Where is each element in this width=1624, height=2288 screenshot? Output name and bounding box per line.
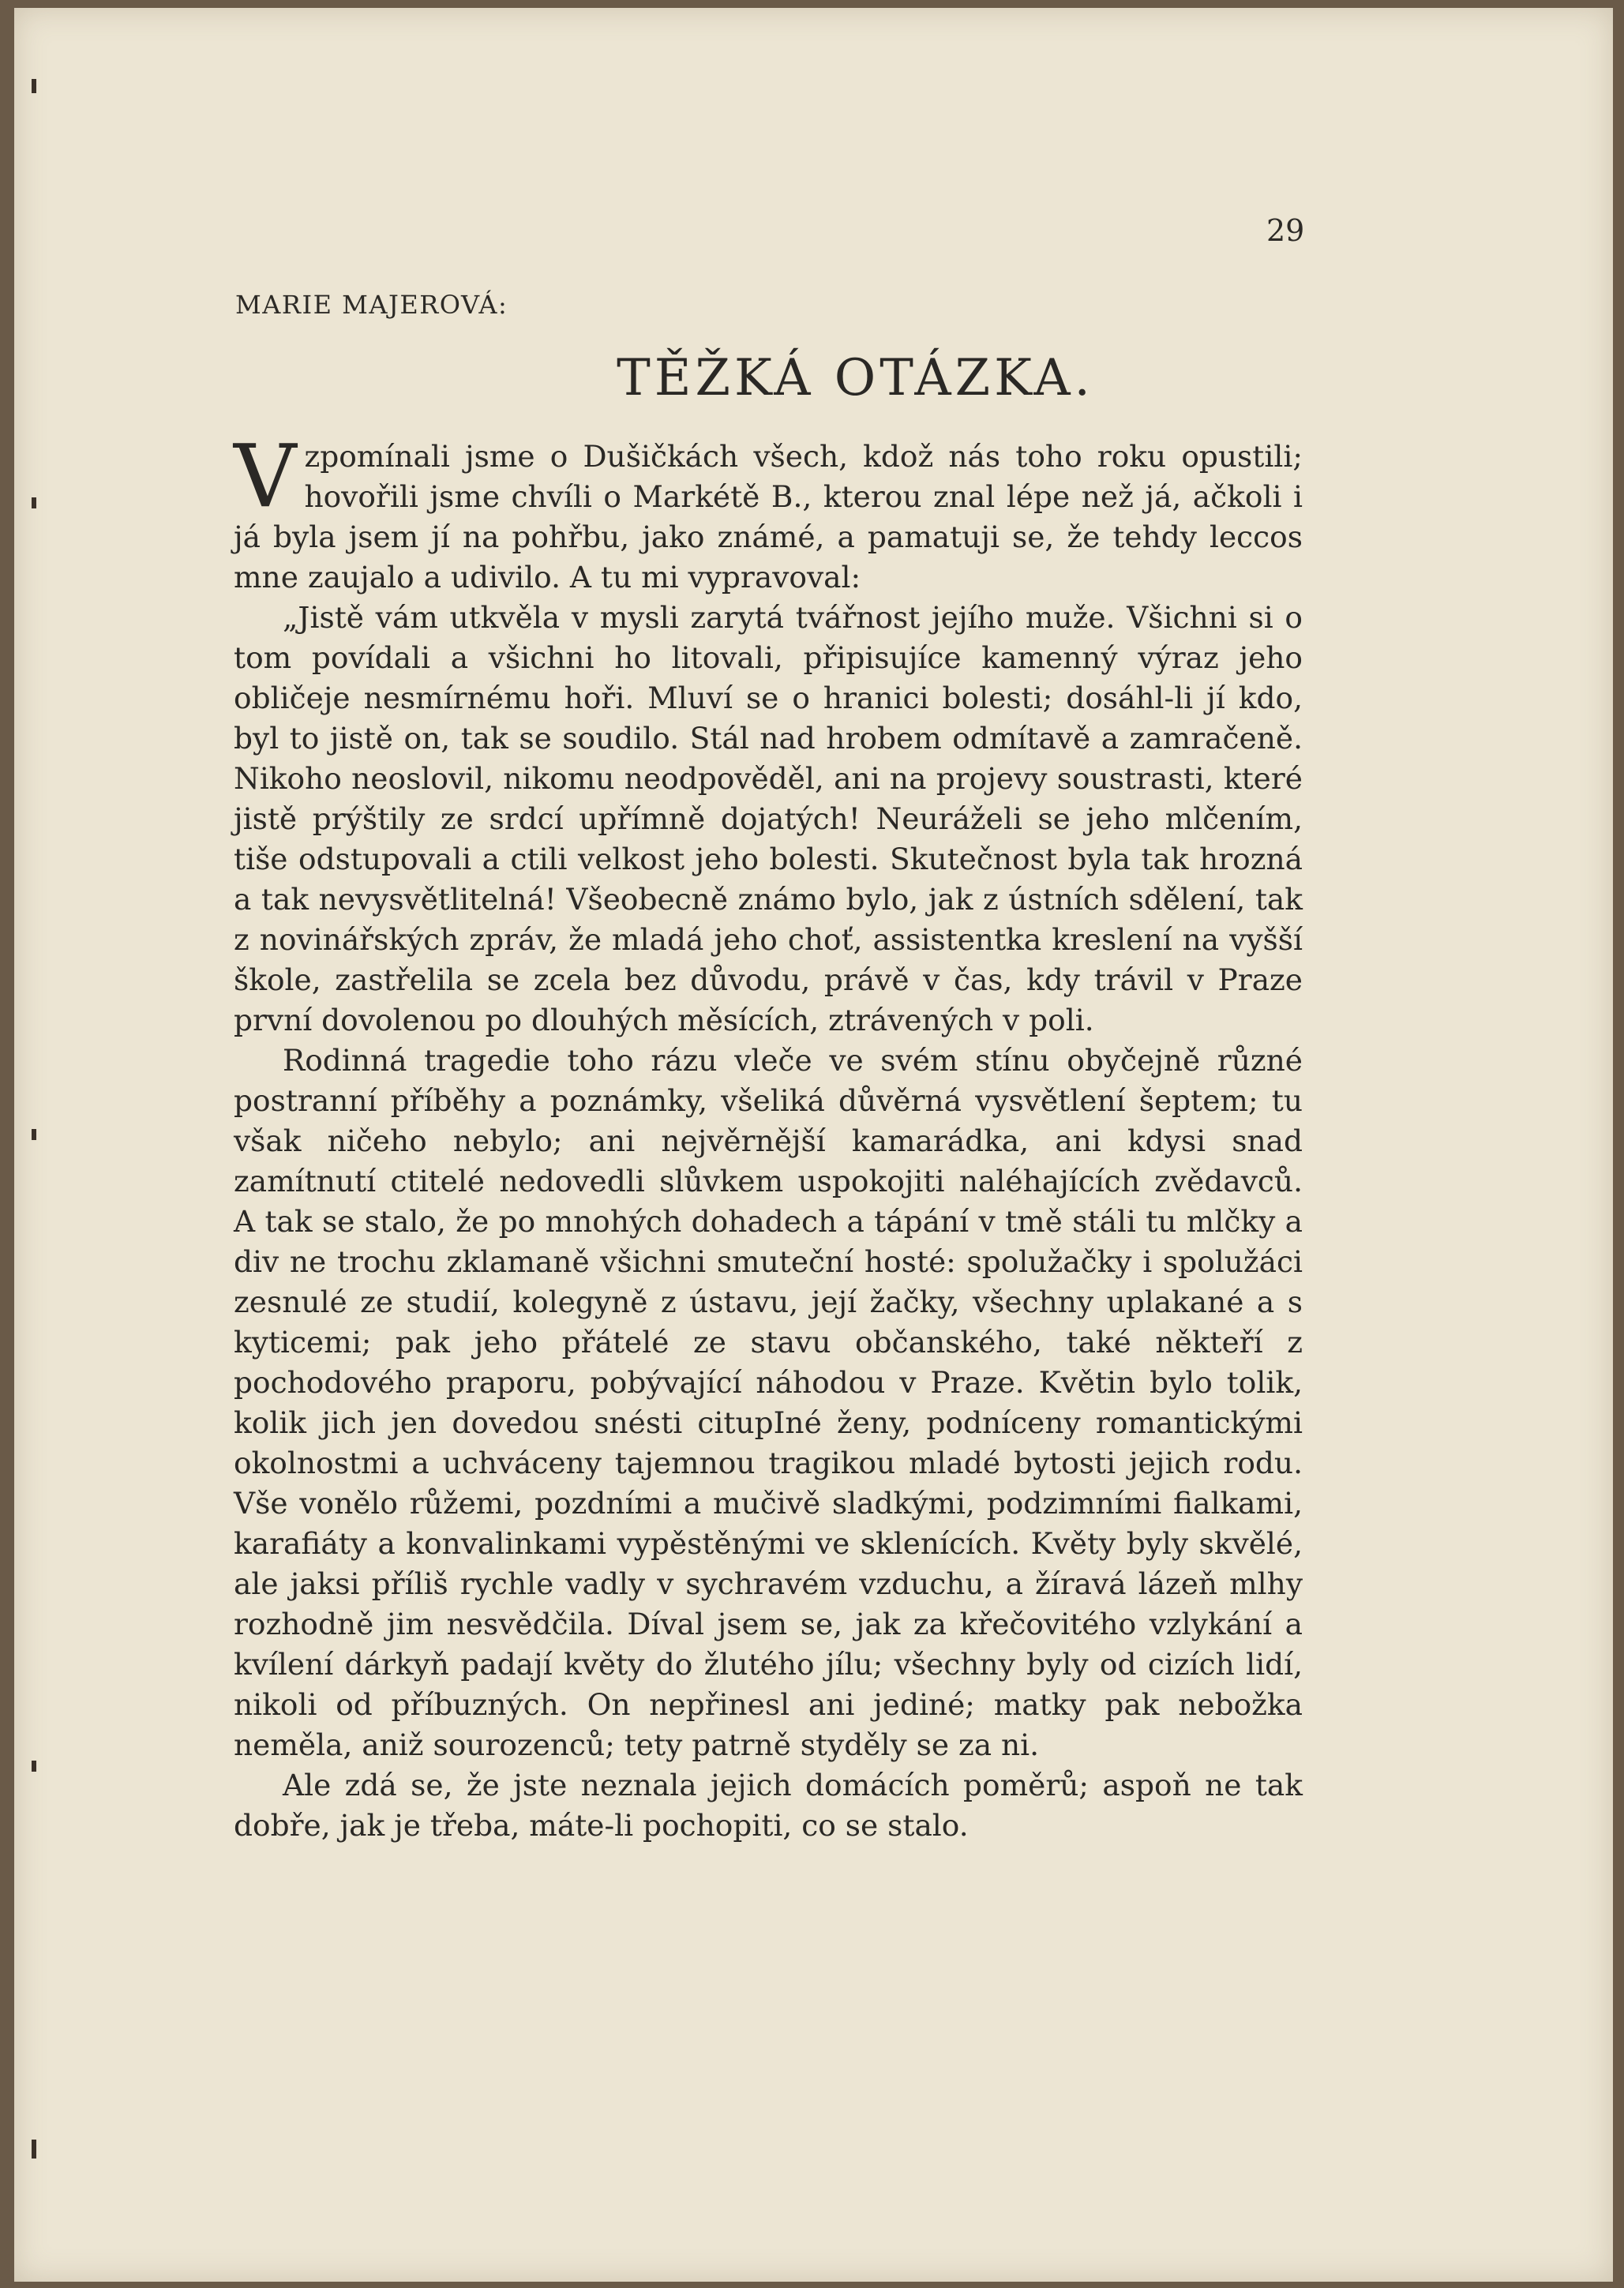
- binding-mark: [32, 497, 36, 508]
- story-body: [234, 426, 1303, 1846]
- page-number: 29: [1266, 213, 1305, 248]
- drop-cap: V: [234, 426, 297, 527]
- story-title: TĚŽKÁ OTÁZKA.: [617, 349, 1094, 407]
- binding-mark: [32, 2140, 36, 2159]
- paragraph-1: [234, 426, 1303, 598]
- author-name: MARIE MAJEROVÁ:: [235, 290, 508, 320]
- binding-mark: [32, 1761, 36, 1772]
- paragraph-1-text: zpomínali jsme o Dušičkách všech, kdož nás toho roku opustili; hovořili jsme chvíli o Markétě B., kterou znal lépe než já, ačkoli i já byla jsem jí na pohřbu, jako známé, a pamatuji se, že tehdy leccos mne zaujalo a udivilo. A tu mi vypravoval:: [234, 439, 1303, 595]
- paragraph-4: Ale zdá se, že jste neznala jejich domácích poměrů; aspoň ne tak dobře, jak je třeba, máte-li pochopiti, co se stalo.: [234, 1768, 1303, 1843]
- paragraph-3: Rodinná tragedie toho rázu vleče ve svém stínu obyčejně různé postranní příběhy a poznámky, všeliká důvěrná vysvětlení šeptem; tu však ničeho nebylo; ani nejvěrnější kamarádka, ani kdysi snad zamítnutí ctitelé nedovedli slůvkem uspokojiti naléhajících zvědavců. A tak se stalo, že po mnohých dohadech a tápání v tmě stáli tu mlčky a div ne trochu zklamaně všichni smuteční hosté: spolužačky i spolužáci zesnulé ze studií, kolegyně z ústavu, její žačky, všechny uplakané a s kyticemi; pak jeho přátelé ze stavu občanského, také někteří z pochodového praporu, pobývající náhodou v Praze. Květin bylo tolik, kolik jich jen dovedou snésti citupIné ženy, podníceny romantickými okolnostmi a uchváceny tajemnou tragikou mladé bytosti jejich rodu. Vše vonělo růžemi, pozdními a mučivě sladkými, podzimními fialkami, karafiáty a konvalinkami vypěstěnými ve sklenících. Květy byly skvělé, ale jaksi příliš rychle vadly v sychravém vzduchu, a žíravá lázeň mlhy rozhodně jim nesvědčila. Díval jsem se, jak za křečovitého vzlykání a kvílení dárkyň padají květy do žlutého jílu; všechny byly od cizích lidí, nikoli od příbuzných. On nepřinesl ani jediné; matky pak nebožka neměla, aniž sourozenců; tety patrně styděly se za ni.: [234, 1043, 1303, 1762]
- binding-mark: [32, 1129, 36, 1140]
- binding-mark: [32, 79, 36, 93]
- paragraph-2: „Jistě vám utkvěla v mysli zarytá tvářnost jejího muže. Všichni si o tom povídali a všichni ho litovali, připisujíce kamenný výraz jeho obličeje nesmírnému hoři. Mluví se o hranici bolesti; dosáhl-li jí kdo, byl to jistě on, tak se soudilo. Stál nad hrobem odmítavě a zamračeně. Nikoho neoslovil, nikomu neodpověděl, ani na projevy soustrasti, které jistě prýštily ze srdcí upřímně dojatých! Neuráželi se jeho mlčením, tiše odstupovali a ctili velkost jeho bolesti. Skutečnost byla tak hrozná a tak nevysvětlitelná! Všeobecně známo bylo, jak z ústních sdělení, tak z novinářských zpráv, že mladá jeho choť, assistentka kreslení na vyšší škole, zastřelila se zcela bez důvodu, právě v čas, kdy trávil v Praze první dovolenou po dlouhých měsících, ztrávených v poli.: [234, 600, 1303, 1037]
